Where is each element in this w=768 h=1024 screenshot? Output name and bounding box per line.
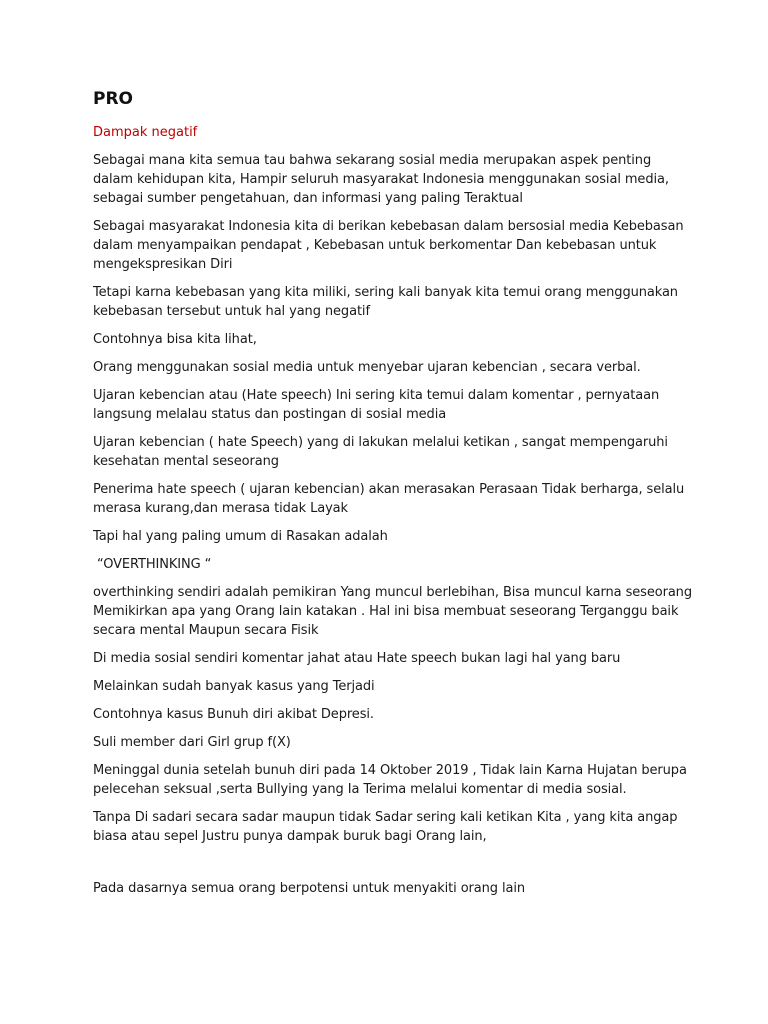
paragraph-14: Contohnya kasus Bunuh diri akibat Depresi. [93, 707, 374, 722]
paragraph-6: Ujaran kebencian atau (Hate speech) Ini sering kita temui dalam komentar , pernyataan langsung melalau status dan postingan di sosial media [93, 388, 660, 422]
paragraph-18: Pada dasarnya semua orang berpotensi untuk menyakiti orang lain [93, 881, 526, 896]
document-subheading: Dampak negatif [93, 125, 198, 140]
document-heading: PRO [93, 89, 134, 109]
paragraph-4: Contohnya bisa kita lihat, [93, 332, 257, 347]
document-body [93, 88, 693, 907]
paragraph-16: Meninggal dunia setelah bunuh diri pada 14 Oktober 2019 , Tidak lain Karna Hujatan berupa pelecehan seksual ,serta Bullying yang Ia Terima melalui komentar di media sosial. [93, 763, 687, 797]
paragraph-15: Suli member dari Girl grup f(X) [93, 735, 291, 750]
paragraph-13: Melainkan sudah banyak kasus yang Terjadi [93, 679, 375, 694]
paragraph-1: Sebagai mana kita semua tau bahwa sekarang sosial media merupakan aspek penting dalam kehidupan kita, Hampir seluruh masyarakat Indonesia menggunakan sosial media, sebagai sumber pengetahuan, dan informasi yang paling Teraktual [93, 153, 669, 206]
paragraph-8: Penerima hate speech ( ujaran kebencian) akan merasakan Perasaan Tidak berharga, selalu merasa kurang,dan merasa tidak Layak [93, 482, 685, 516]
paragraph-17: Tanpa Di sadari secara sadar maupun tidak Sadar sering kali ketikan Kita , yang kita angap biasa atau sepel Justru punya dampak buruk bagi Orang lain, [93, 810, 678, 844]
paragraph-12: Di media sosial sendiri komentar jahat atau Hate speech bukan lagi hal yang baru [93, 651, 621, 666]
paragraph-7: Ujaran kebencian ( hate Speech) yang di lakukan melalui ketikan , sangat mempengaruhi kesehatan mental seseorang [93, 435, 668, 469]
paragraph-9: Tapi hal yang paling umum di Rasakan adalah [93, 529, 388, 544]
paragraph-10: “OVERTHINKING “ [93, 557, 212, 572]
paragraph-3: Tetapi karna kebebasan yang kita miliki, sering kali banyak kita temui orang menggunakan kebebasan tersebut untuk hal yang negatif [93, 285, 678, 319]
paragraph-11: overthinking sendiri adalah pemikiran Yang muncul berlebihan, Bisa muncul karna seseorang Memikirkan apa yang Orang lain katakan . Hal ini bisa membuat seseorang Terganggu baik secara mental Maupun secara Fisik [93, 585, 692, 638]
paragraph-2: Sebagai masyarakat Indonesia kita di berikan kebebasan dalam bersosial media Kebebasan dalam menyampaikan pendapat , Kebebasan untuk berkomentar Dan kebebasan untuk mengekspresikan Diri [93, 219, 684, 272]
paragraph-5: Orang menggunakan sosial media untuk menyebar ujaran kebencian , secara verbal. [93, 360, 641, 375]
